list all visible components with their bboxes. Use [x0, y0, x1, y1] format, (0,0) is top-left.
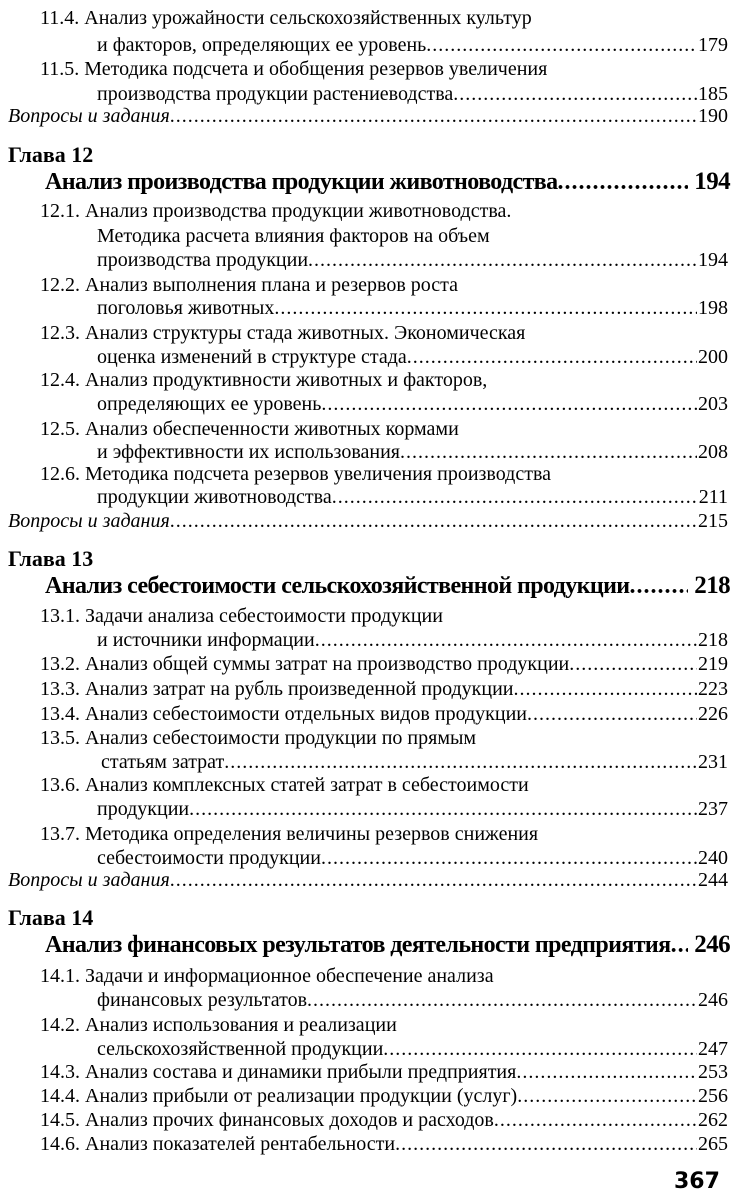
toc-section-13-6-line1 — [40, 772, 529, 798]
toc-page-number: 246 — [698, 989, 728, 1011]
chapter-page-number: 194 — [694, 168, 730, 195]
toc-section-12-2[interactable] — [97, 295, 728, 321]
dot-leader — [170, 103, 697, 129]
dot-leader — [307, 987, 697, 1013]
toc-page-number: 256 — [698, 1085, 728, 1107]
toc-section-14-1-line1 — [40, 963, 494, 989]
toc-text: 12.1. Анализ производства продукции животноводства. — [40, 200, 512, 222]
toc-text: 11.5. Методика подсчета и обобщения резервов увеличения — [40, 58, 548, 80]
toc-text: 14.2. Анализ использования и реализации — [40, 1014, 397, 1036]
chapter-page-number: 218 — [694, 572, 730, 599]
chapter-14-label: Глава 14 — [8, 905, 94, 930]
dot-leader — [308, 247, 697, 273]
toc-page-number: 237 — [698, 798, 728, 820]
toc-page-number: 262 — [698, 1109, 728, 1131]
toc-page-number: 247 — [698, 1038, 728, 1060]
chapter-title-text: Анализ производства продукции животноводства — [45, 169, 558, 195]
toc-text: 12.4. Анализ продуктивности животных и факторов, — [40, 369, 488, 391]
toc-page-number: 208 — [698, 441, 728, 463]
toc-section-14-1[interactable] — [97, 987, 728, 1013]
toc-section-14-5[interactable] — [40, 1107, 728, 1133]
toc-text: 13.5. Анализ себестоимости продукции по прямым — [40, 727, 477, 749]
toc-text: 14.4. Анализ прибыли от реализации продукции (услуг) — [40, 1085, 518, 1107]
toc-section-11-5-line1 — [40, 56, 547, 82]
dot-leader — [527, 701, 697, 727]
toc-text: 13.7. Методика определения величины резервов снижения — [40, 823, 539, 845]
toc-section-13-1[interactable] — [97, 627, 728, 653]
toc-section-11-4[interactable] — [97, 32, 728, 58]
page-number: 367 — [674, 1169, 720, 1194]
toc-section-14-3[interactable] — [40, 1059, 728, 1085]
toc-section-12-4-line1 — [40, 367, 487, 393]
toc-text: 14.5. Анализ прочих финансовых доходов и расходов — [40, 1109, 494, 1131]
dot-leader — [517, 1083, 697, 1109]
toc-page-number: 226 — [698, 703, 728, 725]
toc-page-number: 231 — [698, 751, 728, 773]
toc-questions-ch11[interactable] — [8, 103, 728, 129]
toc-section-13-4[interactable] — [40, 701, 728, 727]
toc-text: Вопросы и задания — [8, 869, 170, 891]
chapter-title-text: Анализ финансовых результатов деятельности предприятия — [45, 932, 671, 958]
toc-text: 14.1. Задачи и информационное обеспечение анализа — [40, 965, 494, 987]
toc-text: 14.6. Анализ показателей рентабельности — [40, 1133, 396, 1155]
toc-section-12-1-line2 — [97, 223, 490, 249]
dot-leader — [321, 391, 697, 417]
dot-leader — [494, 1107, 697, 1133]
dot-leader — [170, 867, 697, 893]
dot-leader — [516, 1059, 697, 1085]
toc-section-12-6[interactable] — [97, 484, 728, 510]
toc-text: 12.6. Методика подсчета резервов увеличения производства — [40, 463, 552, 485]
toc-questions-ch13[interactable] — [8, 867, 728, 893]
toc-page-number: 190 — [698, 105, 728, 127]
toc-text: определяющих ее уровень — [97, 393, 322, 415]
toc-text: 13.3. Анализ затрат на рубль произведенной продукции — [40, 678, 514, 700]
toc-text: 12.2. Анализ выполнения плана и резервов роста — [40, 274, 458, 296]
chapter-title-text: Анализ себестоимости сельскохозяйственной продукции — [45, 573, 630, 599]
toc-text: сельскохозяйственной продукции — [97, 1038, 384, 1060]
toc-text: производства продукции — [97, 249, 309, 271]
toc-page-number: 203 — [698, 393, 728, 415]
toc-questions-ch12[interactable] — [8, 508, 728, 534]
dot-leader — [274, 295, 697, 321]
toc-page-number: 198 — [698, 297, 728, 319]
toc-page-number: 219 — [698, 653, 728, 675]
dot-leader — [170, 508, 697, 534]
toc-text: 13.2. Анализ общей суммы затрат на производство продукции — [40, 653, 570, 675]
toc-section-14-2-line1 — [40, 1012, 397, 1038]
toc-section-13-3[interactable] — [40, 676, 728, 702]
toc-text: 13.4. Анализ себестоимости отдельных видов продукции — [40, 703, 528, 725]
toc-page-number: 215 — [698, 510, 728, 532]
toc-section-13-2[interactable] — [40, 651, 728, 677]
toc-section-14-6[interactable] — [40, 1131, 728, 1157]
toc-section-11-4-line1 — [40, 5, 532, 31]
toc-section-13-1-line1 — [40, 603, 443, 629]
toc-page-number: 185 — [698, 83, 728, 105]
toc-page-number: 253 — [698, 1061, 728, 1083]
chapter-page-number: 246 — [694, 931, 730, 958]
toc-text: Вопросы и задания — [8, 510, 170, 532]
dot-leader — [395, 1131, 697, 1157]
chapter-12-title[interactable] — [45, 166, 730, 198]
chapter-13-label: Глава 13 — [8, 546, 94, 571]
toc-text: продукции — [97, 798, 190, 820]
toc-section-12-1[interactable] — [97, 247, 728, 273]
toc-page-number: 244 — [698, 869, 728, 891]
toc-section-14-4[interactable] — [40, 1083, 728, 1109]
toc-section-13-7-line1 — [40, 821, 538, 847]
toc-section-13-5-line1 — [40, 725, 476, 751]
dot-leader — [426, 32, 697, 58]
toc-text: производства продукции растениеводства — [97, 83, 454, 105]
dot-leader — [189, 796, 697, 822]
toc-section-12-4[interactable] — [97, 391, 728, 417]
dot-leader — [671, 929, 689, 961]
toc-section-13-6[interactable] — [97, 796, 728, 822]
toc-text: 12.5. Анализ обеспеченности животных кормами — [40, 418, 459, 440]
dot-leader — [569, 651, 697, 677]
toc-text: 14.3. Анализ состава и динамики прибыли предприятия — [40, 1061, 517, 1083]
toc-section-12-1-line1 — [40, 198, 511, 224]
toc-text: 11.4. Анализ урожайности сельскохозяйственных культур — [40, 7, 532, 29]
dot-leader — [514, 676, 698, 702]
toc-page-number: 194 — [698, 249, 728, 271]
chapter-12-label: Глава 12 — [8, 142, 94, 167]
toc-page-number: 223 — [698, 678, 728, 700]
toc-page-number: 179 — [698, 34, 728, 56]
toc-text: Вопросы и задания — [8, 105, 170, 127]
toc-text: статьям затрат — [101, 751, 225, 773]
dot-leader — [558, 166, 689, 198]
toc-text: и факторов, определяющих ее уровень — [97, 34, 427, 56]
toc-section-12-3-line1 — [40, 320, 525, 346]
toc-text: оценка изменений в структуре стада — [97, 346, 407, 368]
toc-page-number: 218 — [698, 629, 728, 651]
toc-text: финансовых результатов — [97, 989, 308, 1011]
toc-page-number: 200 — [698, 346, 728, 368]
chapter-14-title[interactable] — [45, 929, 730, 961]
toc-text: поголовья животных — [97, 297, 275, 319]
dot-leader — [315, 627, 697, 653]
toc-page-number: 265 — [698, 1133, 728, 1155]
toc-text: Методика расчета влияния факторов на объем — [97, 225, 490, 247]
toc-text: 12.3. Анализ структуры стада животных. Экономическая — [40, 322, 526, 344]
chapter-13-title[interactable] — [45, 570, 730, 602]
dot-leader — [332, 484, 698, 510]
toc-text: 13.1. Задачи анализа себестоимости продукции — [40, 605, 443, 627]
toc-text: 13.6. Анализ комплексных статей затрат в себестоимости — [40, 774, 529, 796]
toc-page-number: 240 — [698, 847, 728, 869]
toc-page-number: 211 — [698, 486, 728, 508]
toc-text: и эффективности их использования — [97, 441, 400, 463]
dot-leader — [630, 570, 689, 602]
toc-text: себестоимости продукции — [97, 847, 321, 869]
toc-text: продукции животноводства — [97, 486, 332, 508]
toc-text: и источники информации — [97, 629, 315, 651]
